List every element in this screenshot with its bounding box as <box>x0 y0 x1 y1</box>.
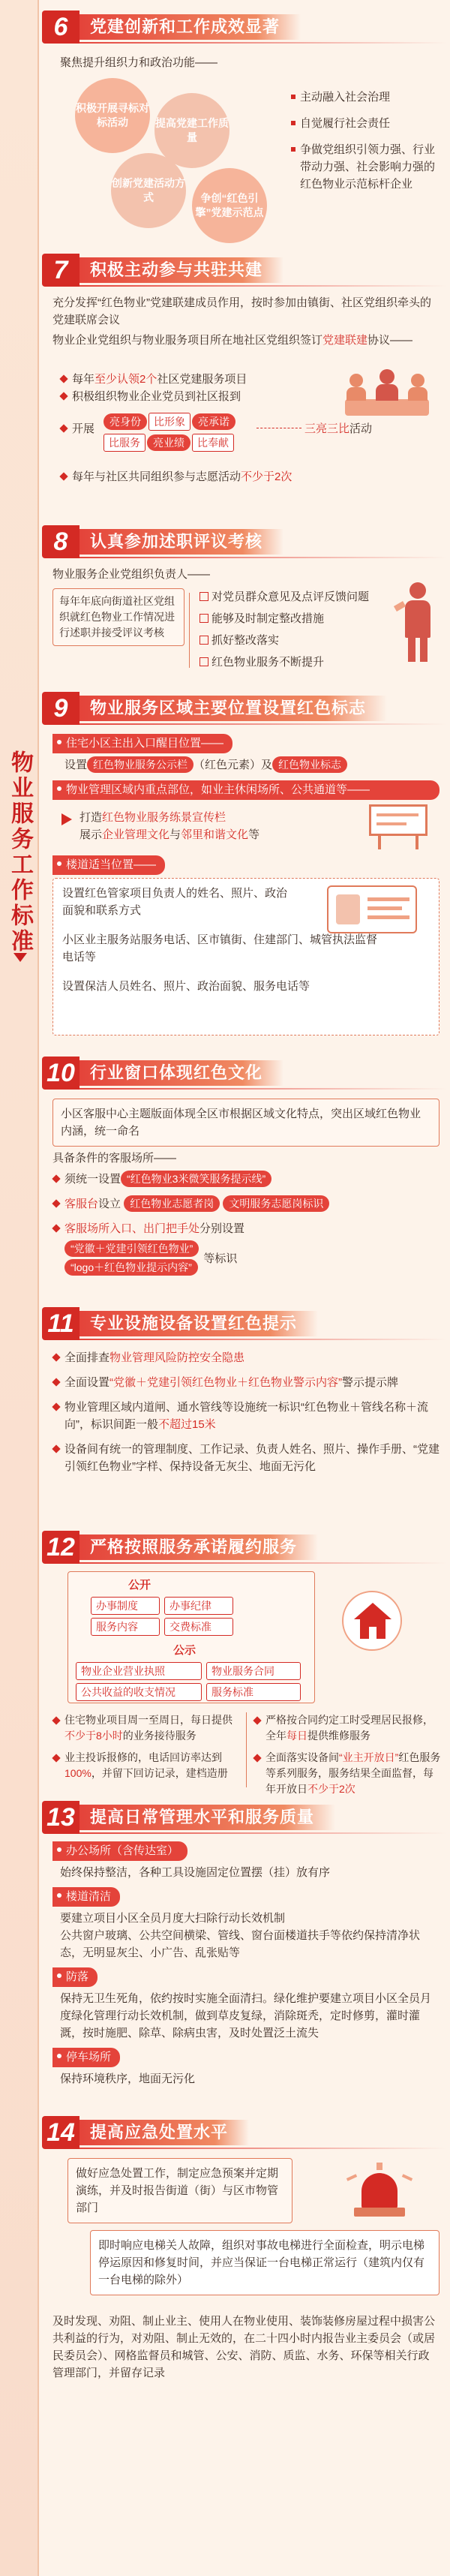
tag: 办事纪律 <box>164 1597 233 1615</box>
text: 与 <box>170 828 182 841</box>
list-item: 红色物业服务不断提升 <box>212 656 325 669</box>
highlight-text: 红色物业服务练景宣传栏 <box>102 811 226 824</box>
list-item <box>52 1399 440 1433</box>
highlight-tag: “红色物业3米微笑服务提示线” <box>121 1171 272 1187</box>
list-item <box>52 1750 240 1781</box>
tag: 亮身份 <box>104 413 147 430</box>
text: 分别设置 <box>200 1222 245 1235</box>
list-item: 主动融入社会治理 <box>290 89 440 106</box>
text: 物业管理区域内道闸、通水管线等设施统一标识“红色物业＋管线名称＋流向”，标识间距一般 <box>64 1401 428 1431</box>
circle-item: 积极开展寻标对标活动 <box>75 78 150 153</box>
alarm-icon <box>342 2163 417 2223</box>
section-title: 行业窗口体现红色文化 <box>80 1060 284 1086</box>
tag: 办事制度 <box>91 1597 160 1615</box>
text: 物业企业党组织与物业服务项目所在地社区党组织签订 <box>52 334 323 347</box>
tag: 比服务 <box>104 434 146 452</box>
list-item <box>52 1712 240 1744</box>
section-6 <box>42 11 447 243</box>
public-info-box <box>68 1571 315 1703</box>
section-header <box>42 1801 447 1834</box>
circle-item: 创新党建活动方式 <box>111 153 186 228</box>
section-header <box>42 1531 447 1564</box>
text: 业主投诉报修的，电话回访率达到 <box>64 1751 222 1763</box>
tag: 亮承诺 <box>192 413 236 430</box>
text: 每年 <box>72 373 95 386</box>
list-item: 自觉履行社会责任 <box>290 115 440 132</box>
sub-heading: 楼道适当位置—— <box>52 855 165 875</box>
section-7 <box>42 254 447 520</box>
list-item: 积极组织物业企业党员到社区报到 <box>60 388 292 405</box>
tag: 公共收益的收支情况 <box>76 1683 202 1701</box>
sub-heading: 办公场所（含传达室） <box>52 1841 188 1861</box>
paragraph: 保持无卫生死角，依约按时实施全面清扫。绿化维护要建立项目小区全员月度绿化管理行动长效机制，做到草皮复绿，消除斑秃，定时修剪，灌时灌溉，按时施肥、除草、除病虫害，及时处置泛土流失 <box>60 1992 432 2039</box>
section-number: 7 <box>42 254 80 287</box>
section-title: 党建创新和工作成效显著 <box>80 14 301 40</box>
paragraph <box>52 332 440 349</box>
text: 严格按合同约定工时受理居民报修，全年 <box>266 1714 434 1742</box>
side-banner <box>0 0 39 2576</box>
text: 设立 <box>98 1198 122 1210</box>
sub-heading: 住宅小区主出入口醒目位置—— <box>52 734 232 753</box>
highlight-text: 不超过15米 <box>158 1418 216 1431</box>
section-number: 12 <box>42 1531 80 1564</box>
text: 须统一设置 <box>64 1173 122 1186</box>
notice-board-icon <box>364 804 432 849</box>
highlight-text: 100% <box>64 1767 92 1779</box>
check-icon <box>200 636 208 645</box>
highlight-tag: 红色物业服务公示栏 <box>87 756 194 773</box>
divider <box>80 557 447 558</box>
paragraph: 及时发现、劝阻、制止业主、使用人在物业使用、装饰装修房屋过程中损害公共利益的行为，对劝阻、制止无效的，在二十四小时内报告业主委员会（或居民委员会）、网格监督员和城管、公安、消防、质监、水务、环保等相关行政管理部门，并留存记录 <box>52 2315 436 2379</box>
people-icon <box>342 366 432 419</box>
circle-item: 争创“红色引擎”党建示范点 <box>192 168 267 243</box>
list-item: 抓好整改落实 <box>212 634 280 647</box>
paragraph <box>80 809 334 843</box>
text: （红色元素）及 <box>194 759 273 771</box>
list-item <box>52 1374 440 1391</box>
circle-item: 提高党建工作质量 <box>154 93 230 168</box>
check-icon <box>200 592 208 601</box>
section-number: 9 <box>42 692 80 725</box>
highlight-tag: “logo＋红色物业提示内容” <box>64 1259 198 1276</box>
tag: 服务标准 <box>206 1683 301 1701</box>
paragraph: 保持环境秩序，地面无污化 <box>60 2073 196 2085</box>
section-10 <box>42 1057 447 1297</box>
sub-heading: 停车场所 <box>52 2048 120 2067</box>
list-item <box>52 1349 440 1366</box>
section-number: 11 <box>42 1307 80 1340</box>
tag: 服务内容 <box>91 1618 160 1636</box>
highlight-text: 客服场所入口、出门把手处 <box>64 1222 200 1235</box>
house-icon <box>342 1591 402 1651</box>
check-icon <box>200 614 208 623</box>
divider <box>246 1712 247 1787</box>
section-14 <box>42 2116 447 2566</box>
section-header <box>42 525 447 558</box>
highlight-text: 三亮三比 <box>304 422 350 435</box>
text: 打造 <box>80 811 103 824</box>
text: 每年与社区共同组织参与志愿活动 <box>72 470 242 483</box>
highlight-text: 至少认领2个 <box>94 373 158 386</box>
highlight-text: 党建联建 <box>322 334 368 347</box>
sub-heading: 物业管理区域内重点部位，如业主休闲场所、公共通道等—— <box>52 780 440 800</box>
paragraph: 设置红色管家项目负责人的姓名、照片、政治面貌和联系方式 <box>62 887 288 917</box>
divider <box>80 1562 447 1564</box>
text: 全面排查 <box>64 1351 110 1364</box>
tag: 比形象 <box>148 413 190 431</box>
highlight-text: 每日 <box>286 1730 308 1742</box>
section-13 <box>42 1801 447 2094</box>
paragraph: 始终保持整洁，各种工具设施固定位置摆（挂）放有序 <box>60 1866 331 1879</box>
presenter-icon <box>394 582 440 665</box>
section-header <box>42 692 447 725</box>
divider <box>80 1088 447 1090</box>
highlight-text: 邻里和谐文化 <box>181 828 249 841</box>
activity-label <box>304 420 372 437</box>
list-item <box>254 1750 441 1797</box>
commit-col-left <box>52 1712 240 1781</box>
text: 红色服务等系列服务，服务结果全面监督，每年开放日 <box>266 1751 441 1795</box>
list-item <box>52 1220 440 1276</box>
section-11 <box>42 1307 447 1525</box>
text: 全面落实设备间 <box>266 1751 339 1763</box>
paragraph: 小区业主服务站服务电话、区市镇街、住建部门、城管执法监督电话等 <box>62 933 378 963</box>
section-title: 认真参加述职评议考核 <box>80 529 284 555</box>
text-box: 小区客服中心主题版面体现全区市根据区域文化特点，突出区域红色物业内涵，统一命名 <box>52 1099 440 1147</box>
section-header <box>42 2116 447 2149</box>
highlight-text: “党徽＋党建引领红色物业＋红色物业警示内容” <box>110 1376 343 1389</box>
highlight-tag: “党徽＋党建引领红色物业” <box>64 1240 199 1257</box>
section-number: 6 <box>42 11 80 44</box>
section-title: 提高日常管理水平和服务质量 <box>80 1805 335 1830</box>
text: 提供维修服务 <box>308 1730 370 1742</box>
text-box: 即时响应电梯关人故障，组织对事故电梯进行全面检查，明示电梯停运原因和修复时间，并应当保证一台电梯正常运行（建筑内仅有一台电梯的除外） <box>90 2230 440 2295</box>
check-icon <box>200 657 208 666</box>
highlight-text: 不少于2次 <box>241 470 292 483</box>
bullet-block <box>60 371 292 405</box>
text: 社区党建服务项目 <box>157 373 248 386</box>
paragraph: 充分发挥“红色物业”党建联建成员作用，按时参加由镇街、社区党组织牵头的党建联席会议 <box>52 296 431 326</box>
text: 展示 <box>80 828 103 841</box>
highlight-tag: 红色物业标志 <box>272 756 347 773</box>
tag: 亮业绩 <box>147 434 190 451</box>
section-title: 物业服务区域主要位置设置红色标志 <box>80 696 387 721</box>
highlight-tag: 红色物业志愿者岗 <box>124 1195 220 1212</box>
section-9 <box>42 692 447 1045</box>
section-title: 提高应急处置水平 <box>80 2120 249 2145</box>
intro-text: 聚焦提升组织力和政治功能—— <box>60 56 218 69</box>
tag: 比奉献 <box>192 434 234 452</box>
list-item <box>52 1195 440 1213</box>
section-number: 8 <box>42 525 80 558</box>
commit-col-right <box>254 1712 441 1797</box>
activity-row <box>60 413 442 458</box>
list-item: 能够及时制定整改措施 <box>212 612 325 625</box>
tag-grid <box>91 1597 233 1636</box>
section-title: 积极主动参与共驻共建 <box>80 257 284 283</box>
text: 全面设置 <box>64 1376 110 1389</box>
tag: 交费标准 <box>164 1618 233 1636</box>
text: 警示提示牌 <box>342 1376 399 1389</box>
chevron-down-icon <box>14 953 27 962</box>
text: 活动 <box>350 422 373 435</box>
section-number: 13 <box>42 1801 80 1834</box>
divider <box>80 285 447 287</box>
group-label: 公示 <box>173 1644 196 1657</box>
item-list <box>52 1841 440 2088</box>
list-item: 开展 <box>60 420 94 437</box>
divider <box>80 2148 447 2149</box>
section-number: 14 <box>42 2116 80 2149</box>
section-12 <box>42 1531 447 1793</box>
divider <box>80 1339 447 1340</box>
list-item <box>60 468 442 485</box>
bullet-list <box>290 89 440 193</box>
list-item: 设备间有统一的管理制度、工作记录、负责人姓名、照片、操作手册、“党建引领红色物业”字样、保持设备无灰尘、地面无污化 <box>52 1441 440 1475</box>
text: 等标识 <box>203 1252 238 1265</box>
text-box: 每年年底向街道社区党组织就红色物业工作情况进行述职并接受评议考核 <box>52 588 184 646</box>
tag-grid <box>76 1662 301 1701</box>
text: 的业务接待服务 <box>122 1730 196 1742</box>
side-banner-title: 物业服务工作标准 <box>8 750 32 954</box>
pointer-icon <box>62 813 75 827</box>
sub-heading: 防落 <box>52 1967 98 1987</box>
highlight-text: 客服台 <box>64 1198 99 1210</box>
highlight-text: 不少于8小时 <box>64 1730 123 1742</box>
paragraph <box>64 756 440 774</box>
divider <box>80 42 447 44</box>
list-item: 对党员群众意见及点评反馈问题 <box>212 591 370 603</box>
text: 设置 <box>64 759 88 771</box>
section-header <box>42 254 447 287</box>
text-box: 做好应急处置工作，制定应急预案并定期演练，并及时报告街道（街）与区市物管部门 <box>68 2158 292 2223</box>
text: ，并留下回访记录，建档造册 <box>91 1767 228 1779</box>
result-list <box>200 588 380 671</box>
tag-grid <box>104 413 254 452</box>
highlight-text: 不少于2次 <box>308 1783 356 1795</box>
id-card-icon <box>327 885 417 933</box>
tag: 物业服务合同 <box>206 1662 301 1680</box>
list-item <box>60 371 292 388</box>
section-8 <box>42 525 447 683</box>
requirement-list <box>52 1171 440 1276</box>
section-title: 严格按照服务承诺履约服务 <box>80 1534 318 1560</box>
paragraph: 设置保洁人员姓名、照片、政治面貌、服务电话等 <box>62 980 310 993</box>
list-item: 争做党组织引领力强、行业带动力强、社会影响力强的红色物业示范标杆企业 <box>290 141 440 193</box>
section-header <box>42 1307 447 1340</box>
sub-heading: 楼道清洁 <box>52 1887 120 1907</box>
intro-text: 具备条件的客服场所—— <box>52 1152 177 1165</box>
group-label: 公开 <box>128 1579 152 1592</box>
section-header <box>42 1057 447 1090</box>
tag: 物业企业营业执照 <box>76 1662 202 1680</box>
highlight-text: 企业管理文化 <box>102 828 170 841</box>
highlight-tag: 文明服务志愿岗标识 <box>223 1195 329 1212</box>
paragraph: 要建立项目小区全员月度大扫除行动长效机制 公共窗户玻璃、公共空间横梁、管线、窗台面楼道扶手等依约保持清净状态，无明显灰尘、小广告、乱张贴等 <box>60 1912 421 1959</box>
text: 住宅物业项目周一至周日，每日提供 <box>64 1714 232 1726</box>
section-header <box>42 11 447 44</box>
list-item <box>254 1712 441 1744</box>
section-title: 专业设施设备设置红色提示 <box>80 1311 318 1336</box>
intro-text: 物业服务企业党组织负责人—— <box>52 568 211 581</box>
section-number: 10 <box>42 1057 80 1090</box>
text: 协议—— <box>368 334 413 347</box>
divider <box>80 723 447 725</box>
highlight-text: “业主开放日” <box>339 1751 399 1763</box>
text: 等 <box>248 828 260 841</box>
divider <box>80 1832 447 1834</box>
highlight-text: 物业管理风险防控安全隐患 <box>110 1351 245 1364</box>
list-item <box>52 1171 440 1188</box>
bullet-list <box>52 1349 440 1475</box>
